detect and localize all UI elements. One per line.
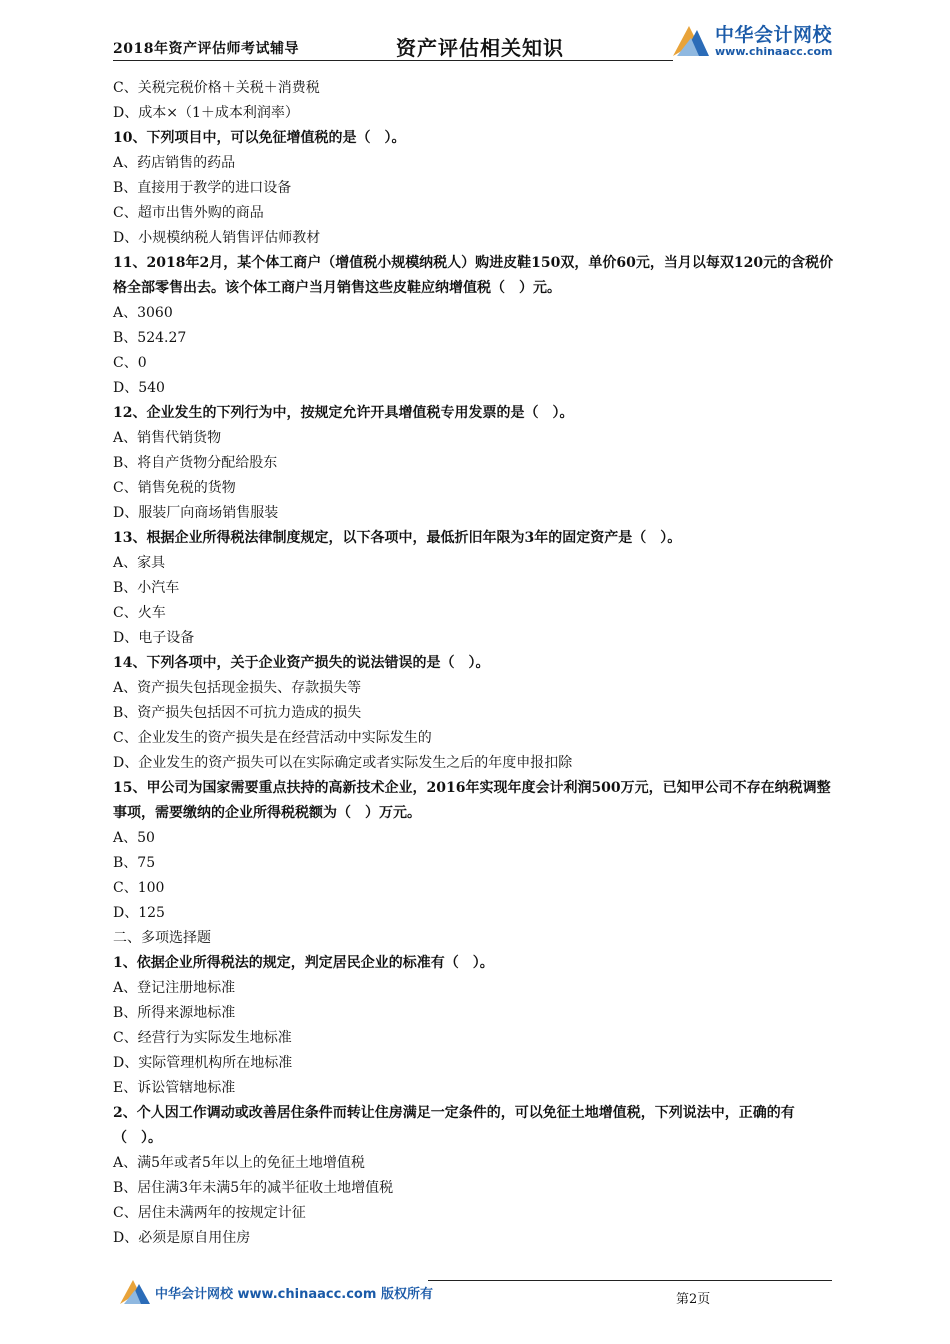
answer-option: D、小规模纳税人销售评估师教材 (113, 230, 321, 246)
answer-option: D、必须是原自用住房 (113, 1230, 251, 1246)
logo-emblem-icon (669, 20, 713, 60)
logo-name: 中华会计网校 (715, 24, 833, 46)
answer-option: B、小汽车 (113, 580, 180, 596)
footer-logo-icon (118, 1276, 152, 1306)
question-text: 10、下列项目中，可以免征增值税的是（ ）。 (113, 130, 406, 146)
header-subject-title: 资产评估相关知识 (396, 36, 564, 60)
page-header (113, 18, 840, 62)
question-text: 2、个人因工作调动或改善居住条件而转让住房满足一定条件的，可以免征土地增值税，下列说法中，正确的有（ ）。 (113, 1105, 795, 1146)
answer-option: D、企业发生的资产损失可以在实际确定或者实际发生之后的年度申报扣除 (113, 755, 573, 771)
answer-option: C、居住未满两年的按规定计征 (113, 1205, 306, 1221)
answer-option: C、关税完税价格＋关税＋消费税 (113, 80, 320, 96)
answer-option: B、直接用于教学的进口设备 (113, 180, 292, 196)
answer-option: A、满5年或者5年以上的免征土地增值税 (113, 1155, 365, 1171)
answer-option: B、524.27 (113, 330, 187, 346)
footer-copyright: 中华会计网校 www.chinaacc.com 版权所有 (155, 1287, 433, 1302)
answer-option: A、50 (113, 830, 155, 846)
answer-option: B、所得来源地标准 (113, 1005, 236, 1021)
answer-option: B、75 (113, 855, 156, 871)
answer-option: D、125 (113, 905, 165, 921)
answer-option: B、将自产货物分配给股东 (113, 455, 278, 471)
answer-option: C、火车 (113, 605, 166, 621)
answer-option: B、资产损失包括因不可抗力造成的损失 (113, 705, 362, 721)
answer-option: A、3060 (113, 305, 173, 321)
question-text: 1、依据企业所得税法的规定，判定居民企业的标准有（ ）。 (113, 955, 494, 971)
answer-option: C、经营行为实际发生地标准 (113, 1030, 292, 1046)
logo-url: www.chinaacc.com (715, 45, 833, 58)
answer-option: C、超市出售外购的商品 (113, 205, 264, 221)
answer-option: D、服装厂向商场销售服装 (113, 505, 279, 521)
answer-option: C、100 (113, 880, 165, 896)
brand-logo (669, 18, 841, 62)
answer-option: D、540 (113, 380, 165, 396)
answer-option: A、登记注册地标准 (113, 980, 236, 996)
footer-divider (428, 1280, 832, 1281)
question-text: 15、甲公司为国家需要重点扶持的高新技术企业，2016年实现年度会计利润500万元，已知甲公司不存在纳税调整事项，需要缴纳的企业所得税税额为（ ）万元。 (113, 780, 831, 821)
answer-option: C、销售免税的货物 (113, 480, 236, 496)
question-text: 13、根据企业所得税法律制度规定，以下各项中，最低折旧年限为3年的固定资产是（ ）。 (113, 530, 682, 546)
answer-option: C、企业发生的资产损失是在经营活动中实际发生的 (113, 730, 432, 746)
answer-option: 二、多项选择题 (113, 930, 211, 946)
answer-option: D、实际管理机构所在地标准 (113, 1055, 293, 1071)
answer-option: A、资产损失包括现金损失、存款损失等 (113, 680, 362, 696)
header-course-title: 2018年资产评估师考试辅导 (113, 41, 299, 57)
question-text: 12、企业发生的下列行为中，按规定允许开具增值税专用发票的是（ ）。 (113, 405, 574, 421)
answer-option: A、药店销售的药品 (113, 155, 236, 171)
question-text: 14、下列各项中，关于企业资产损失的说法错误的是（ ）。 (113, 655, 490, 671)
answer-option: A、销售代销货物 (113, 430, 222, 446)
question-text: 11、2018年2月，某个体工商户（增值税小规模纳税人）购进皮鞋150双，单价60元，当月以每双120元的含税价格全部零售出去。该个体工商户当月销售这些皮鞋应纳增值税（ ）元。 (113, 255, 834, 296)
answer-option: A、家具 (113, 555, 166, 571)
document-body (113, 76, 843, 1251)
page-number: 第2页 (676, 1292, 711, 1307)
answer-option: C、0 (113, 355, 147, 371)
answer-option: D、成本×（1＋成本利润率） (113, 105, 299, 121)
answer-option: E、诉讼管辖地标准 (113, 1080, 236, 1096)
header-divider (113, 60, 673, 61)
answer-option: D、电子设备 (113, 630, 195, 646)
answer-option: B、居住满3年未满5年的减半征收土地增值税 (113, 1180, 394, 1196)
